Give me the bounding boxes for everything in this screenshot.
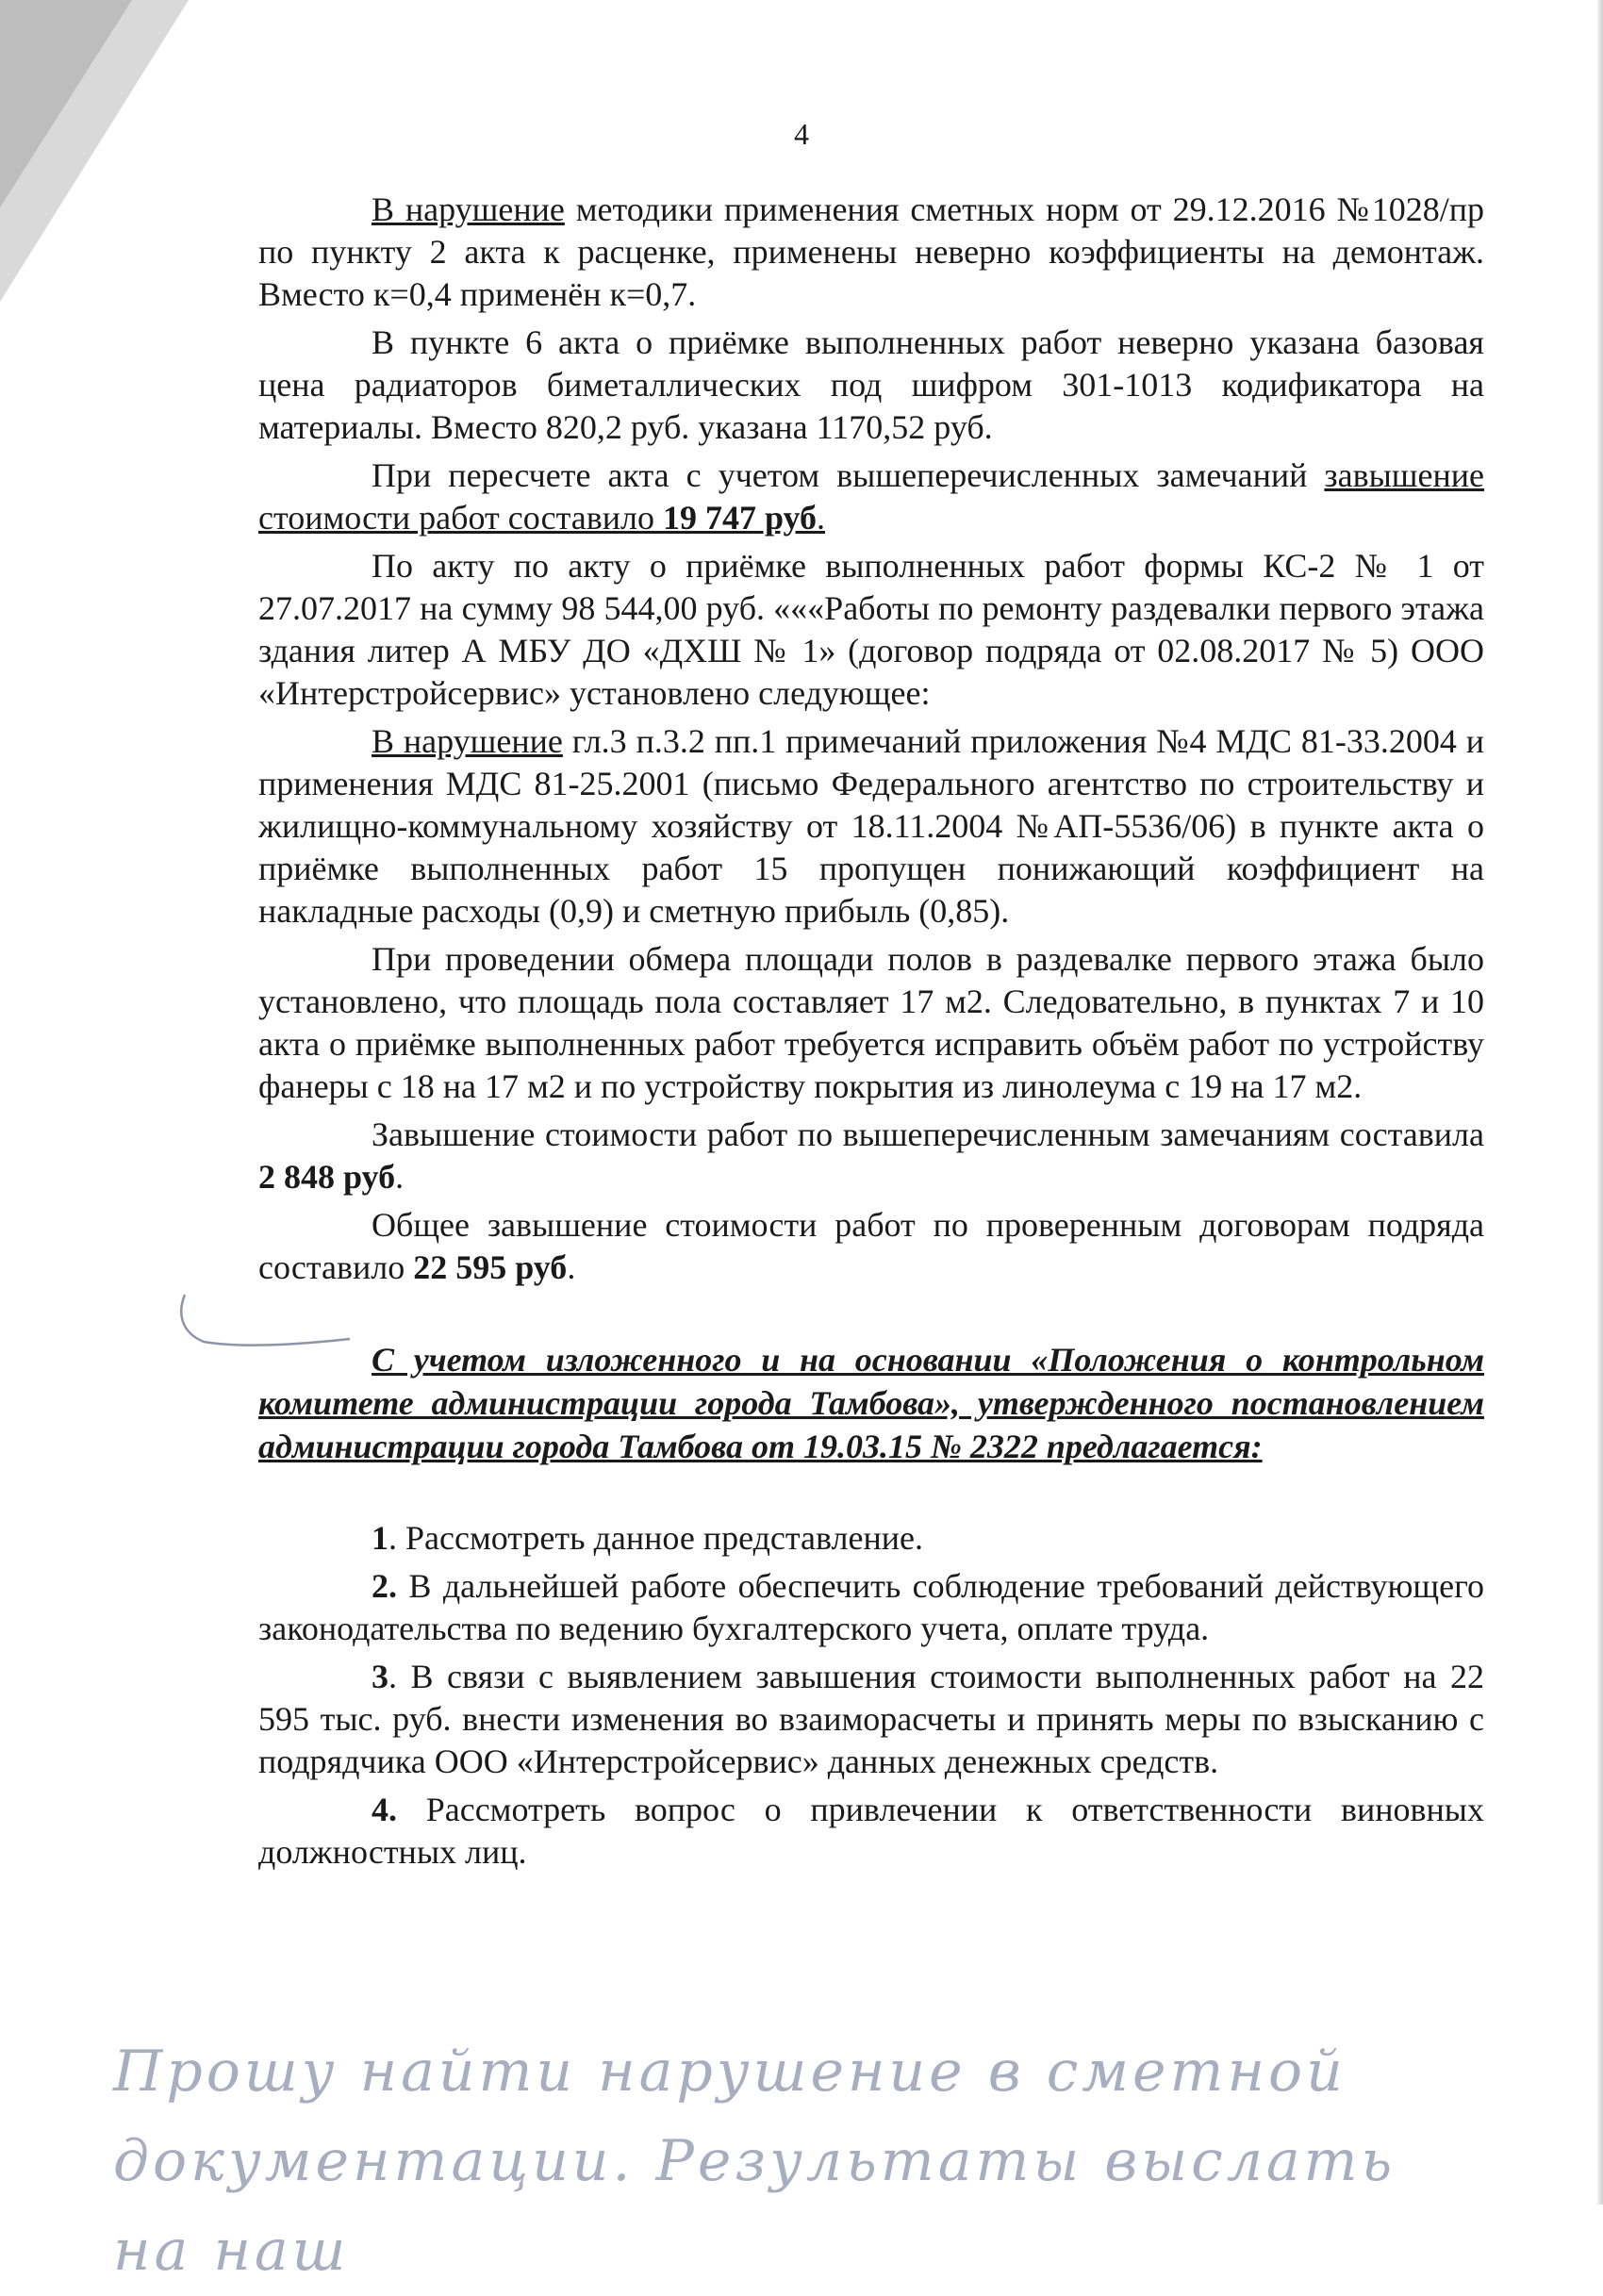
overstatement-amount: 19 747 руб xyxy=(662,499,818,537)
document-body xyxy=(258,189,1484,1879)
proposal-item: 4. Рассмотреть вопрос о привлечении к ответственности виновных должностных лиц. xyxy=(258,1791,1484,1871)
proposal-item-number: 2. xyxy=(372,1567,397,1605)
paragraph-floor-measurement: При проведении обмера площади полов в раздевалке первого этажа было установлено, что площадь пола составляет 17 м2. Следовательно, в пунктах 7 и 10 акта о приёмке выполненных работ требуется исправить объём работ по устройству фанеры с 18 на 17 м2 и по устройству покрытия из линолеума с 19 на 17 м2. xyxy=(258,940,1484,1105)
remarks-amount: 2 848 руб xyxy=(258,1158,396,1196)
handwritten-note: Прошу найти нарушение в сметной документации. Результаты выслать на наш xyxy=(113,2039,1396,2284)
paragraph-violation-mds: В нарушение гл.3 п.3.2 пп.1 примечаний приложения №4 МДС 81-33.2004 и применения МДС 81-25.2001 (письмо Федерального агентство по строительству и жилищно-коммунальному хозяйству от 18.11.2004 №АП-5536/06) в пункте акта о приёмке выполненных работ 15 пропущен понижающий коэффициент на накладные расходы (0,9) и сметную прибыль (0,85). xyxy=(258,722,1484,930)
paragraph-recalculation: При пересчете акта с учетом вышеперечисленных замечаний завышение стоимости работ составило 19 747 руб. xyxy=(258,456,1484,537)
page-number: 4 xyxy=(794,117,809,151)
proposal-item-number: 1 xyxy=(372,1519,388,1557)
paragraph-total-overstatement: Общее завышение стоимости работ по проверенным договорам подряда составило 22 595 руб. xyxy=(258,1206,1484,1286)
paragraph-radiator-price: В пункте 6 акта о приёмке выполненных работ неверно указана базовая цена радиаторов биметаллических под шифром 301-1013 кодификатора на материалы. Вместо 820,2 руб. указана 1170,52 руб. xyxy=(258,323,1484,446)
scan-page-edge xyxy=(1597,0,1603,2205)
violation-lead: В нарушение xyxy=(372,722,563,760)
total-amount: 22 595 руб xyxy=(413,1248,568,1286)
paragraph-ks2-act: По акту по акту о приёмке выполненных работ формы КС-2 № 1 от 27.07.2017 на сумму 98 544,00 руб. «««Работы по ремонту раздевалки первого этажа здания литер А МБУ ДО «ДХШ № 1» (договор подряда от 02.08.2017 № 5) ООО «Интерстройсервис» установлено следующее: xyxy=(258,547,1484,712)
proposal-item-number: 4. xyxy=(372,1791,397,1828)
paragraph-overstatement-remarks: Завышение стоимости работ по вышеперечисленным замечаниям составила 2 848 руб. xyxy=(258,1115,1484,1196)
violation-lead: В нарушение xyxy=(372,190,565,228)
proposal-item: 1. Рассмотреть данное представление. xyxy=(372,1519,923,1557)
proposal-item: 2. В дальнейшей работе обеспечить соблюдение требований действующего законодательства по ведению бухгалтерского учета, оплате труда. xyxy=(258,1567,1484,1647)
conclusion-heading: С учетом изложенного и на основании «Положения о контрольном комитете администрации города Тамбова», утвержденного постановлением администрации города Тамбова от 19.03.15 № 2322 предлагается: xyxy=(258,1341,1484,1465)
proposal-item-number: 3 xyxy=(372,1658,388,1695)
folded-corner-shadow xyxy=(0,0,217,311)
paragraph-violation-coefficients: В нарушение методики применения сметных норм от 29.12.2016 №1028/пр по пункту 2 акта к расценке, применены неверно коэффициенты на демонтаж. Вместо к=0,4 применён к=0,7. xyxy=(258,190,1484,313)
proposal-item: 3. В связи с выявлением завышения стоимости выполненных работ на 22 595 тыс. руб. внести изменения во взаиморасчеты и принять меры по взысканию с подрядчика ООО «Интерстройсервис» данных денежных средств. xyxy=(258,1658,1484,1780)
